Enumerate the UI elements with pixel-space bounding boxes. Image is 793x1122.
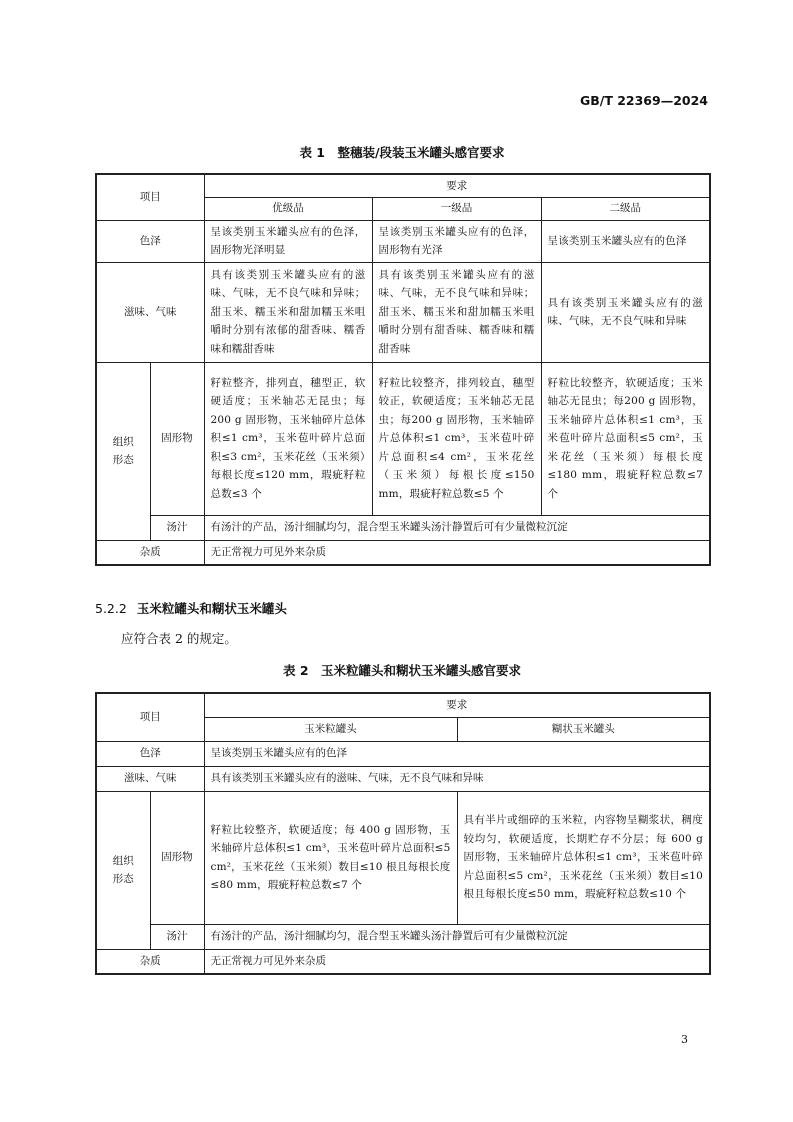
table-cell: 具有半片或细碎的玉米粒，内容物呈糊浆状，稠度较均匀，软硬适度，长期贮存不分层；每 600 g 固形物，玉米轴碎片总体积≤1 cm³，玉米苞叶碎片总面积≤5 cm²，玉米花丝（玉米须）数目≤10 根且每根长度≤50 mm，瑕疵籽粒总数≤10 个 [457, 791, 710, 924]
table-cell: 籽粒整齐，排列直，穗型正，软硬适度；玉米轴芯无昆虫；每200 g 固形物，玉米轴碎片总体积≤1 cm³，玉米苞叶碎片总面积≤3 cm²，玉米花丝（玉米须）每根长度≤120 mm，瑕疵籽粒总数≤3 个 [204, 362, 372, 515]
table1-solid-row [96, 362, 710, 515]
table-cell: 具有该类别玉米罐头应有的滋味、气味，无不良气味和异味；甜玉米、糯玉米和甜加糯玉米咀嚼时分别有浓郁的甜香味、糯香味和糯甜香味 [204, 262, 372, 362]
row-label: 色泽 [96, 741, 204, 766]
row-sublabel: 固形物 [150, 362, 204, 515]
grade-header: 一级品 [372, 197, 541, 220]
row-label: 滋味、气味 [96, 262, 204, 362]
table2 [95, 692, 711, 975]
table-cell: 具有该类别玉米罐头应有的滋味、气味，无不良气味和异味；甜玉米、糯玉米和甜加糯玉米咀嚼时分别有甜香味、糯香味和糯甜香味 [372, 262, 541, 362]
table-cell: 呈该类别玉米罐头应有的色泽 [541, 220, 710, 262]
section-paragraph: 应符合表 2 的规定。 [121, 631, 237, 646]
table2-header-row [96, 693, 710, 717]
row-label: 组织形态 [96, 791, 150, 949]
standard-number: GB/T 22369—2024 [579, 93, 708, 108]
table-cell: 籽粒比较整齐，排列较直，穗型较正，软硬适度；玉米轴芯无昆虫；每200 g 固形物，玉米轴碎片总体积≤1 cm³，玉米苞叶碎片总面积≤4 cm²，玉米花丝（玉米须）每根长度≤150 mm，瑕疵籽粒总数≤5 个 [372, 362, 541, 515]
table-cell: 有汤汁的产品，汤汁细腻均匀，混合型玉米罐头汤汁静置后可有少量微粒沉淀 [204, 924, 710, 949]
table2-taste-row [96, 766, 710, 791]
row-sublabel: 固形物 [150, 791, 204, 924]
table-cell: 有汤汁的产品，汤汁细腻均匀，混合型玉米罐头汤汁静置后可有少量微粒沉淀 [204, 515, 710, 540]
table1-color-row [96, 220, 710, 262]
table2-solid-row [96, 791, 710, 924]
table1-impurity-row [96, 540, 710, 565]
table2-color-row [96, 741, 710, 766]
table-cell: 呈该类别玉米罐头应有的色泽 [204, 741, 710, 766]
table1-item-header: 项目 [96, 174, 204, 220]
table2-requirement-header: 要求 [204, 693, 710, 717]
type-header: 玉米粒罐头 [204, 717, 457, 741]
table2-item-header: 项目 [96, 693, 204, 741]
table1-caption: 表 1 整穗装/段装玉米罐头感官要求 [299, 145, 505, 160]
section-title: 玉米粒罐头和糊状玉米罐头 [136, 601, 287, 616]
table-cell: 具有该类别玉米罐头应有的滋味、气味，无不良气味和异味 [541, 262, 710, 362]
row-label: 滋味、气味 [96, 766, 204, 791]
type-header: 糊状玉米罐头 [457, 717, 710, 741]
section-heading [95, 599, 287, 617]
table-cell: 无正常视力可见外来杂质 [204, 540, 710, 565]
table-cell: 呈该类别玉米罐头应有的色泽，固形物有光泽 [372, 220, 541, 262]
table1-taste-row [96, 262, 710, 362]
table1 [95, 173, 711, 566]
table1-header-row [96, 174, 710, 197]
row-sublabel: 汤汁 [150, 515, 204, 540]
table-cell: 呈该类别玉米罐头应有的色泽，固形物光泽明显 [204, 220, 372, 262]
table-cell: 无正常视力可见外来杂质 [204, 949, 710, 974]
row-label: 杂质 [96, 540, 204, 565]
table2-soup-row [96, 924, 710, 949]
table-cell: 籽粒比较整齐，软硬适度；玉米轴芯无昆虫；每200 g 固形物，玉米轴碎片总体积≤1 cm³，玉米苞叶碎片总面积≤5 cm²，玉米花丝（玉米须）每根长度≤180 mm，瑕疵籽粒总数≤7 个 [541, 362, 710, 515]
table1-requirement-header: 要求 [204, 174, 710, 197]
table1-soup-row [96, 515, 710, 540]
row-sublabel: 汤汁 [150, 924, 204, 949]
table-cell: 籽粒比较整齐，软硬适度；每 400 g 固形物，玉米轴碎片总体积≤1 cm³，玉米苞叶碎片总面积≤5 cm²，玉米花丝（玉米须）数目≤10 根且每根长度≤80 mm，瑕疵籽粒总数≤7 个 [204, 791, 457, 924]
section-number: 5.2.2 [95, 601, 127, 616]
table2-caption: 表 2 玉米粒罐头和糊状玉米罐头感官要求 [282, 663, 522, 678]
page-number: 3 [681, 1033, 688, 1046]
grade-header: 优级品 [204, 197, 372, 220]
grade-header: 二级品 [541, 197, 710, 220]
row-label: 色泽 [96, 220, 204, 262]
row-label: 组织形态 [96, 362, 150, 540]
table-cell: 具有该类别玉米罐头应有的滋味、气味，无不良气味和异味 [204, 766, 710, 791]
row-label: 杂质 [96, 949, 204, 974]
table2-impurity-row [96, 949, 710, 974]
